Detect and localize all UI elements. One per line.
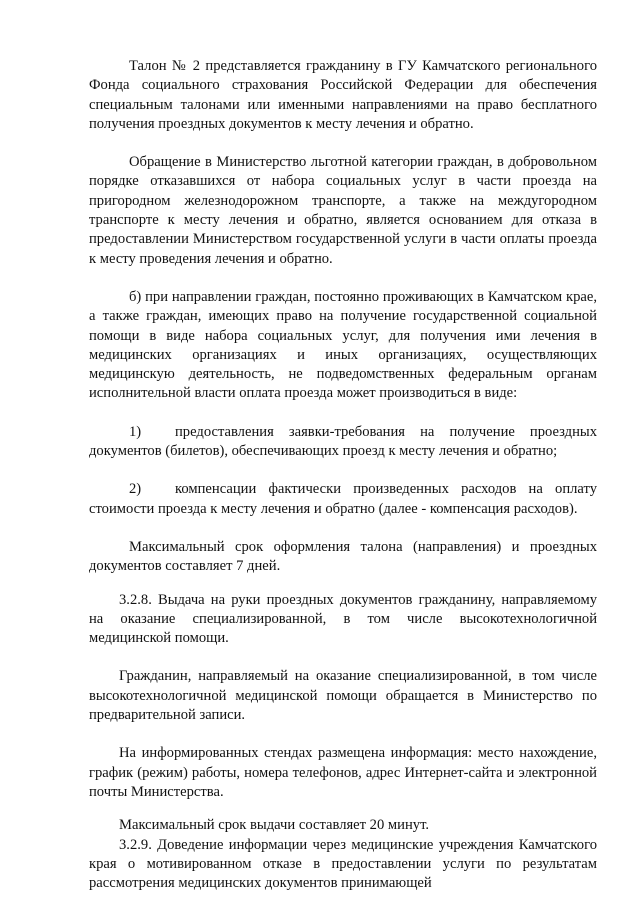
paragraph-3-2-9: 3.2.9. Доведение информации через медицинские учреждения Камчатского края о мотивированном отказе в предоставлении услуги по результатам рассмотрения медицинских документов принимающей (89, 836, 597, 892)
list-item-1-number: 1) (129, 423, 142, 440)
paragraph-max-term-20-min: Максимальный срок выдачи составляет 20 минут. (119, 817, 430, 834)
paragraph-item-b: б) при направлении граждан, постоянно проживающих в Камчатском крае, а также граждан, имеющих право на получение государственной социальной помощи в виде набора социальных услуг, для получения ими лечения в медицинских организациях и иных организациях, осуществляющих медицинскую деятельность, не подведомственных федеральным органам исполнительной власти оплата проезда может производиться в виде: (89, 288, 597, 402)
paragraph-refusal-grounds: Обращение в Министерство льготной категории граждан, в добровольном порядке отказавшихся от набора социальных услуг в части проезда на пригородном железнодорожном транспорте, а также на междугородном транспорте к месту лечения и обратно, является основанием для отказа в предоставлении Министерством государственной услуги в части оплаты проезда к месту проведения лечения и обратно. (89, 154, 597, 267)
list-item-2 (89, 480, 597, 519)
paragraph-citizen-appeal: Гражданин, направляемый на оказание специализированной, в том числе высокотехнологичной медицинской помощи обращается в Министерство по предварительной записи. (89, 668, 597, 724)
list-item-1 (89, 423, 597, 462)
list-item-1-text: предоставления заявки-требования на получение проездных документов (билетов), обеспечивающих проезд к месту лечения и обратно; (89, 423, 597, 460)
paragraph-3-2-8: 3.2.8. Выдача на руки проездных документов гражданину, направляемому на оказание специализированной, в том числе высокотехнологичной медицинской помощи. (89, 591, 597, 647)
list-item-2-text: компенсации фактически произведенных расходов на оплату стоимости проезда к месту лечения и обратно (далее - компенсация расходов). (89, 481, 597, 517)
document-page (89, 57, 597, 893)
paragraph-max-term-7-days: Максимальный срок оформления талона (направления) и проездных документов составляет 7 дней. (89, 538, 597, 575)
list-item-2-number: 2) (129, 481, 142, 498)
paragraph-talon-2: Талон № 2 представляется гражданину в ГУ Камчатского регионального Фонда социального страхования Российской Федерации для обеспечения специальным талонами или именными направлениями на право бесплатного получения проездных документов к месту лечения и обратно. (89, 58, 597, 132)
paragraph-info-stands: На информированных стендах размещена информация: место нахождение, график (режим) работы, номера телефонов, адрес Интернет-сайта и электронной почты Министерства. (89, 745, 597, 800)
